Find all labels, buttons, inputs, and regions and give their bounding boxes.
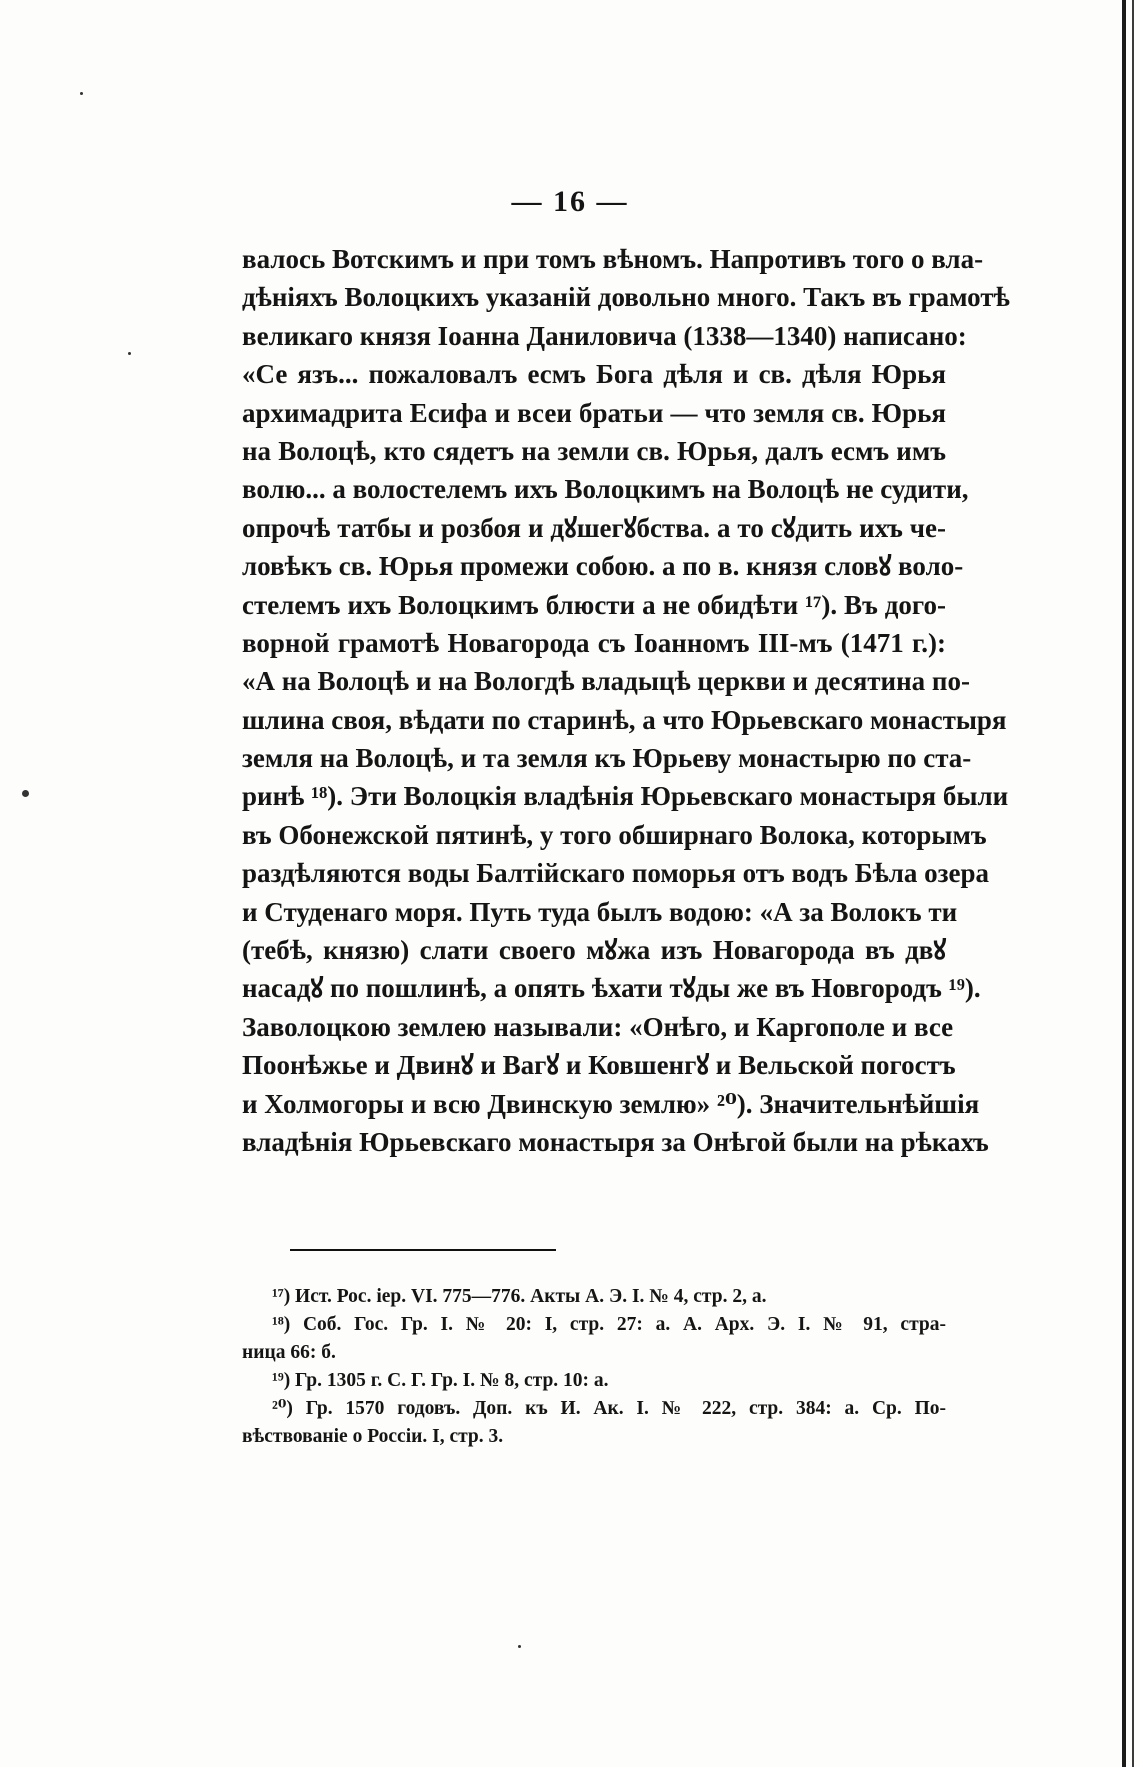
scan-speck (80, 92, 83, 95)
text-line: шлина своя, вѣдати по старинѣ, а что Юрьевскаго монастыря (242, 704, 1007, 735)
text-line: насадꙋ по пошлинѣ, а опять ѣхати тꙋды же въ Новгородъ ¹⁹). (242, 973, 981, 1004)
main-text (242, 240, 1010, 1161)
scan-speck (22, 790, 29, 797)
text-line: волю... а волостелемъ ихъ Волоцкимъ на Волоцѣ не судити, (242, 474, 969, 505)
text-line: валось Вотскимъ и при томъ вѣномъ. Напротивъ того о вла- (242, 244, 984, 274)
text-line: въ Обонежской пятинѣ, у того обширнаго Волока, которымъ (242, 819, 987, 850)
text-line: раздѣляются воды Балтійскаго поморья отъ водъ Бѣла озера (242, 858, 990, 889)
footnote-18: ¹⁸) Соб. Гос. Гр. I. № 20: I, стр. 27: а. А. Арх. Э. I. № 91, стра- (272, 1314, 946, 1335)
text-line: дѣніяхъ Волоцкихъ указаній довольно много. Такъ въ грамотѣ (242, 282, 1010, 313)
text-line: земля на Волоцѣ, и та земля къ Юрьеву монастырю по ста- (242, 743, 972, 774)
text-line: великаго князя Іоанна Даниловича (1338—1340) написано: (242, 320, 967, 351)
footnote-20: ²⁰) Гр. 1570 годовъ. Доп. къ И. Ак. I. № 222, стр. 384: а. Ср. По- (272, 1398, 946, 1419)
footnote-17: ¹⁷) Ист. Рос. іер. VI. 775—776. Акты А. Э. I. № 4, стр. 2, а. (272, 1286, 767, 1307)
text-line: опрочѣ татбы и розбоя и дꙋшегꙋбства. а то сꙋдить ихъ че- (242, 512, 946, 543)
text-line: Поонѣжье и Двинꙋ и Вагꙋ и Ковшенгꙋ и Вельской погостъ (242, 1050, 956, 1081)
scan-speck (518, 1645, 521, 1648)
text-line: архимадрита Есифа и всеи братьи — что земля св. Юрья (242, 397, 946, 428)
text-line: (тебѣ, князю) слати своего мꙋжа изъ Новагорода въ двꙋ (242, 935, 946, 966)
text-line: стелемъ ихъ Волоцкимъ блюсти а не обидѣти ¹⁷). Въ дого- (242, 589, 946, 620)
footnotes (242, 1283, 946, 1451)
scan-binding-edge-thin (1132, 0, 1134, 1767)
page-number: — 16 — (511, 185, 629, 218)
text-line: и Холмогоры и всю Двинскую землю» ²⁰). Значительнѣйшія (242, 1088, 980, 1119)
text-line: Заволоцкою землею называли: «Онѣго, и Каргополе и все (242, 1011, 954, 1042)
text-line: «Се язъ... пожаловалъ есмъ Бога дѣля и св. дѣля Юрья (242, 359, 946, 390)
text-line: ворной грамотѣ Новагорода съ Іоанномъ III-мъ (1471 г.): (242, 627, 946, 658)
scan-speck (128, 352, 131, 355)
footnote-separator (290, 1249, 556, 1251)
footnote-19: ¹⁹) Гр. 1305 г. С. Г. Гр. I. № 8, стр. 10: а. (272, 1370, 609, 1391)
text-line: и Студенаго моря. Путь туда былъ водою: «А за Волокъ ти (242, 896, 958, 927)
footnote-20-continued: вѣствованіе о Россіи. I, стр. 3. (242, 1426, 504, 1447)
footnote-18-continued: ница 66: б. (242, 1342, 336, 1363)
scan-binding-edge (1122, 0, 1126, 1767)
text-line: на Волоцѣ, кто сядетъ на земли св. Юрья, далъ есмъ имъ (242, 435, 946, 466)
text-line: «А на Волоцѣ и на Вологдѣ владыцѣ церкви и десятина по- (242, 666, 970, 697)
text-line: ринѣ ¹⁸). Эти Волоцкія владѣнія Юрьевскаго монастыря были (242, 781, 1009, 812)
text-line: ловѣкъ св. Юрья промежи собою. а по в. князя словꙋ воло- (242, 551, 964, 582)
text-line: владѣнія Юрьевскаго монастыря за Онѣгой были на рѣкахъ (242, 1126, 989, 1157)
